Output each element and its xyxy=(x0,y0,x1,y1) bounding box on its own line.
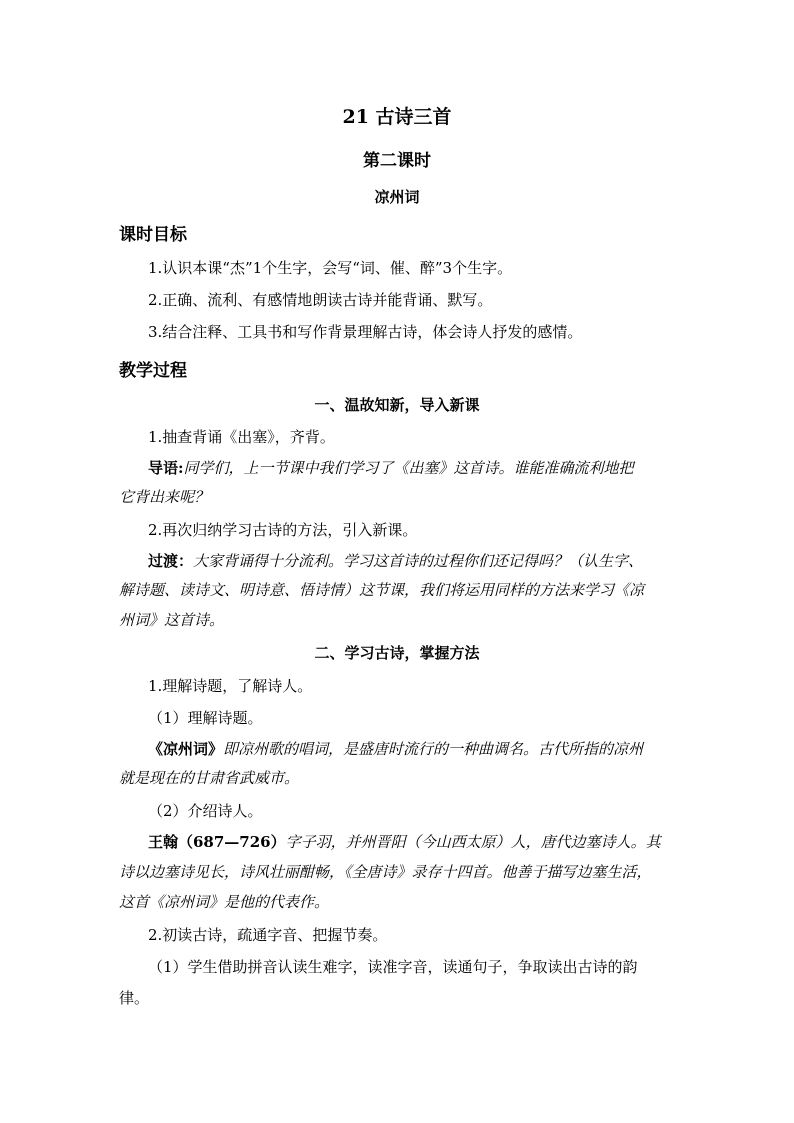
objectives-heading: 课时目标 xyxy=(119,225,187,245)
poem-text: 即凉州歌的唱词，是盛唐时流行的一种曲调名。古代所指的凉州 xyxy=(223,740,644,758)
section-2-sub-2: （2）介绍诗人。 xyxy=(148,802,263,820)
guide-text: 同学们，上一节课中我们学习了《出塞》这首诗。谁能准确流利地把 xyxy=(183,459,634,477)
guide-paragraph xyxy=(148,458,634,478)
transition-label: 过渡： xyxy=(148,552,194,570)
poem-paragraph xyxy=(148,739,643,759)
poet-paragraph xyxy=(148,832,661,852)
section-1-step-2: 2.再次归纳学习古诗的方法，引入新课。 xyxy=(148,521,418,539)
section-2-title: 二、学习古诗，掌握方法 xyxy=(314,644,480,662)
guide-label: 导语: xyxy=(148,459,184,477)
transition-text-cont-1: 解诗题、读诗文、明诗意、悟诗情）这节课，我们将运用同样的方法来学习《凉 xyxy=(119,581,645,599)
guide-text-cont: 它背出来呢？ xyxy=(119,488,210,506)
objective-item-2: 2.正确、流利、有感情地朗读古诗并能背诵、默写。 xyxy=(148,291,493,309)
page-title: 21 古诗三首 xyxy=(342,106,452,128)
section-2-sub-1: （1）理解诗题。 xyxy=(148,709,263,727)
section-2-step-2: 2.初读古诗，疏通字音、把握节奏。 xyxy=(148,926,388,944)
transition-text: 大家背诵得十分流利。学习这首诗的过程你们还记得吗？（认生字、 xyxy=(193,552,644,570)
poet-text: 字子羽，并州晋阳（今山西太原）人，唐代边塞诗人。其 xyxy=(285,833,661,851)
section-2-step-1: 1.理解诗题，了解诗人。 xyxy=(148,677,313,695)
section-2-sub-3: （1）学生借助拼音认读生难字，读准字音，读通句子，争取读出古诗的韵 xyxy=(148,958,638,976)
objective-item-3: 3.结合注释、工具书和写作背景理解古诗，体会诗人抒发的感情。 xyxy=(148,323,583,341)
process-heading: 教学过程 xyxy=(119,361,187,381)
section-1-step-1: 1.抽查背诵《出塞》，齐背。 xyxy=(148,428,335,446)
poem-name: 凉州词 xyxy=(374,188,420,206)
section-1-title: 一、温故知新，导入新课 xyxy=(314,396,480,414)
section-2-sub-3-cont: 律。 xyxy=(119,989,150,1007)
poet-text-cont-2: 这首《凉州词》是他的代表作。 xyxy=(119,893,330,911)
poem-text-cont: 就是现在的甘肃省武威市。 xyxy=(119,769,300,787)
objective-item-1: 1.认识本课“杰”1个生字，会写“词、催、醉”3个生字。 xyxy=(148,259,513,277)
lesson-subtitle: 第二课时 xyxy=(363,151,431,171)
poet-label: 王翰（687—726） xyxy=(148,833,286,851)
poet-text-cont-1: 诗以边塞诗见长，诗风壮丽酣畅，《全唐诗》录存十四首。他善于描写边塞生活， xyxy=(119,863,652,881)
transition-text-cont-2: 州词》这首诗。 xyxy=(119,611,225,629)
poem-label: 《凉州词》 xyxy=(148,740,224,758)
transition-paragraph xyxy=(148,551,643,571)
